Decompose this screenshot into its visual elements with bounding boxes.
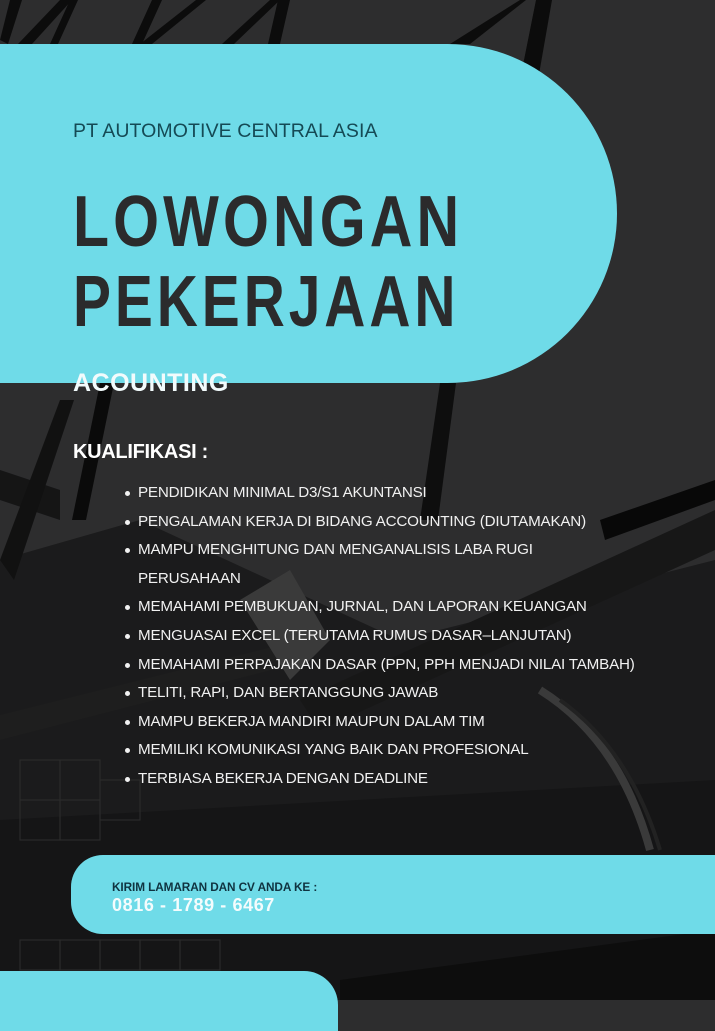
- bullet-icon: [125, 663, 130, 668]
- bullet-icon: [125, 520, 130, 525]
- bullet-icon: [125, 691, 130, 696]
- qualification-text: MAMPU BEKERJA MANDIRI MAUPUN DALAM TIM: [138, 712, 485, 730]
- qualification-text: PENGALAMAN KERJA DI BIDANG ACCOUNTING (DIUTAMAKAN): [138, 512, 586, 530]
- qualification-item: [122, 708, 662, 737]
- qualification-text: MEMILIKI KOMUNIKASI YANG BAIK DAN PROFESIONAL: [138, 741, 529, 759]
- qualification-text: TERBIASA BEKERJA DENGAN DEADLINE: [138, 769, 428, 787]
- contact-label: KIRIM LAMARAN DAN CV ANDA KE :: [112, 880, 318, 894]
- bullet-icon: [125, 748, 130, 753]
- qualification-item: [122, 736, 662, 765]
- qualifications-list: [122, 479, 662, 794]
- bottom-decorative-panel: [0, 971, 338, 1031]
- qualification-item: [122, 479, 662, 508]
- contact-panel: [71, 855, 715, 934]
- bullet-icon: [125, 777, 130, 782]
- qualification-text: TELITI, RAPI, DAN BERTANGGUNG JAWAB: [138, 684, 439, 702]
- company-name: PT AUTOMOTIVE CENTRAL ASIA: [73, 120, 378, 142]
- qualification-item: [122, 593, 662, 622]
- bullet-icon: [125, 491, 130, 496]
- header-panel: [0, 44, 617, 397]
- title-line-2: PEKERJAAN: [73, 262, 460, 342]
- qualification-item: [122, 765, 662, 794]
- bullet-icon: [125, 720, 130, 725]
- bullet-icon: [125, 548, 130, 553]
- title-line-1: LOWONGAN: [73, 182, 464, 262]
- qualification-text: MEMAHAMI PERPAJAKAN DASAR (PPN, PPH MENJADI NILAI TAMBAH): [138, 655, 635, 673]
- qualification-item: [122, 536, 638, 593]
- qualification-text: PENDIDIKAN MINIMAL D3/S1 AKUNTANSI: [138, 484, 427, 501]
- job-position: ACOUNTING: [73, 369, 229, 397]
- qualification-item: [122, 622, 662, 651]
- qualifications-heading: KUALIFIKASI :: [73, 441, 208, 463]
- bullet-icon: [125, 605, 130, 610]
- contact-phone-number[interactable]: 0816 - 1789 - 6467: [112, 895, 275, 915]
- qualification-item: [122, 679, 662, 708]
- qualification-text: MAMPU MENGHITUNG DAN MENGANALISIS LABA RUGI PERUSAHAAN: [138, 541, 533, 587]
- qualification-text: MEMAHAMI PEMBUKUAN, JURNAL, DAN LAPORAN KEUANGAN: [138, 598, 587, 616]
- qualification-item: [122, 508, 662, 537]
- qualification-text: MENGUASAI EXCEL (TERUTAMA RUMUS DASAR–LANJUTAN): [138, 626, 572, 644]
- qualification-item: [122, 651, 638, 680]
- bullet-icon: [125, 634, 130, 639]
